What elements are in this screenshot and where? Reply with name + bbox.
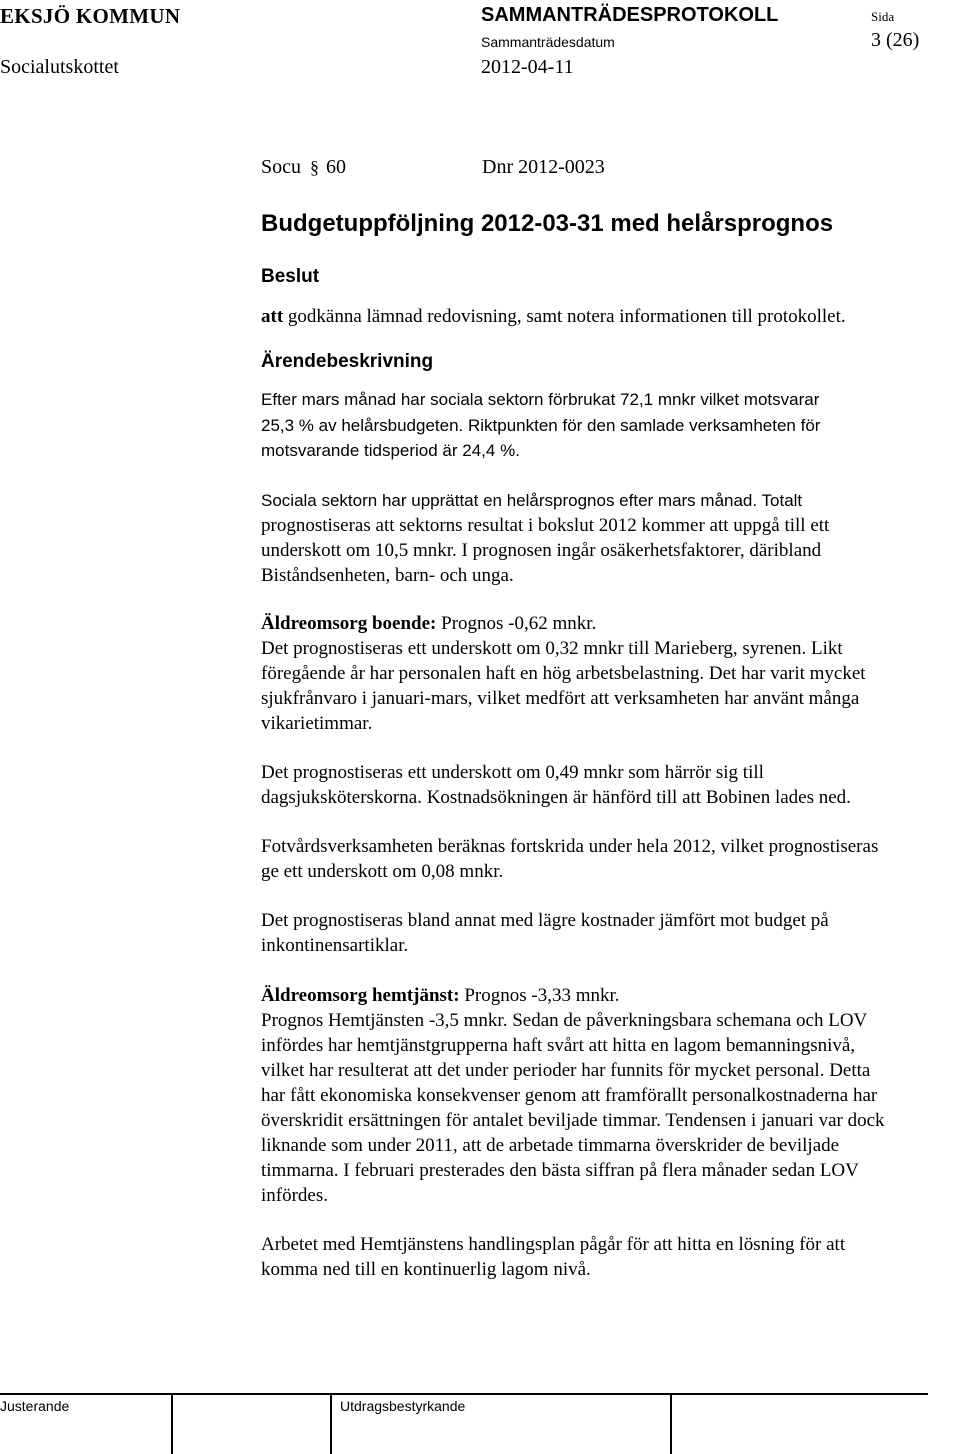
text-line: motsvarande tidsperiod är 24,4 %.	[261, 441, 520, 460]
footer-rule	[0, 1393, 928, 1395]
elderly-care-housing-heading: Äldreomsorg boende: Prognos -0,62 mnkr.	[261, 613, 597, 634]
case-description-heading: Ärendebeskrivning	[261, 351, 434, 372]
footer-justerande-label: Justerande	[0, 1398, 70, 1414]
text-line: timmarna. I februari presterades den bästa siffran på flera månader sedan LOV	[261, 1160, 859, 1181]
department-name: Socialutskottet	[0, 56, 119, 78]
item-reference	[261, 156, 346, 179]
section-sign: §	[310, 157, 319, 177]
text-line: vilket har resulterat att det under perioder har funnits för mycket personal. Detta	[261, 1060, 871, 1081]
decision-text	[261, 304, 846, 329]
item-ref-prefix: Socu	[261, 156, 301, 178]
footer-extract-certifier-label: Utdragsbestyrkande	[340, 1398, 466, 1414]
meeting-date: 2012-04-11	[481, 56, 574, 78]
page-label: Sida	[871, 9, 895, 24]
item-number: 60	[326, 156, 346, 178]
text-line: liknande som under 2011, att de arbetade timmarna överskrider de beviljade	[261, 1135, 840, 1156]
text-line: dagsjuksköterskorna. Kostnadsökningen är hänförd till att Bobinen lades ned.	[261, 787, 851, 808]
text-line: föregående år har personalen haft en hög arbetsbelastning. Det har varit mycket	[261, 663, 866, 684]
footer-signature-divider	[670, 1395, 672, 1454]
text-line: ge ett underskott om 0,08 mnkr.	[261, 861, 504, 882]
text-line: komma ned till en kontinuerlig lagom nivå.	[261, 1259, 591, 1280]
decision-heading: Beslut	[261, 266, 320, 287]
footer-signature-divider	[171, 1395, 173, 1454]
text-line: har fått ekonomiska konsekvenser genom att framförallt personalkostnaderna har	[261, 1085, 878, 1106]
diary-number: Dnr 2012-0023	[482, 156, 605, 178]
forecast-intro	[261, 488, 829, 588]
incontinence-paragraph	[261, 908, 829, 958]
case-description-text	[261, 387, 820, 464]
text-line: Prognos Hemtjänsten -3,5 mnkr. Sedan de påverkningsbara schemana och LOV	[261, 1010, 868, 1031]
text-line: Biståndsenheten, barn- och unga.	[261, 565, 514, 586]
text-line: vikarietimmar.	[261, 713, 373, 734]
day-nurse-paragraph	[261, 760, 851, 810]
text-line: infördes.	[261, 1185, 329, 1206]
home-care-heading: Äldreomsorg hemtjänst: Prognos -3,33 mnkr.	[261, 985, 620, 1006]
text-line: inkontinensartiklar.	[261, 935, 409, 956]
text-line: 25,3 % av helårsbudgeten. Riktpunkten för den samlade verksamheten för	[261, 415, 821, 435]
text-line: Det prognostiseras ett underskott om 0,32 mnkr till Marieberg, syrenen. Likt	[261, 638, 843, 659]
text-line: Arbetet med Hemtjänstens handlingsplan pågår för att hitta en lösning för att	[261, 1234, 846, 1255]
footer-signature-divider	[330, 1395, 332, 1454]
decision-att: att	[261, 306, 284, 327]
text-line: överskridit ersättningen för antalet beviljade timmar. Tendensen i januari var dock	[261, 1110, 885, 1131]
action-plan-paragraph	[261, 1232, 845, 1282]
text-line: prognostiseras att sektorns resultat i bokslut 2012 kommer att uppgå till ett	[261, 515, 830, 536]
text-line: Sociala sektorn har upprättat en helårsprognos efter mars månad. Totalt	[261, 491, 803, 510]
home-care-section	[261, 983, 885, 1208]
municipality-name: EKSJÖ KOMMUN	[0, 4, 181, 28]
text-line: infördes har hemtjänstgrupperna haft svårt att hitta en lagom bemanningsnivå,	[261, 1035, 856, 1056]
document-type: SAMMANTRÄDESPROTOKOLL	[481, 4, 779, 26]
text-line: Det prognostiseras ett underskott om 0,49 mnkr som härrör sig till	[261, 762, 764, 783]
text-line: Det prognostiseras bland annat med lägre kostnader jämfört mot budget på	[261, 910, 829, 931]
page-title: Budgetuppföljning 2012-03-31 med helårsprognos	[261, 210, 834, 237]
page-number: 3 (26)	[871, 29, 920, 51]
text-line: sjukfrånvaro i januari-mars, vilket medfört att verksamheten har använt många	[261, 688, 860, 709]
foot-care-paragraph	[261, 834, 878, 884]
text-line: Fotvårdsverksamheten beräknas fortskrida under hela 2012, vilket prognostiseras	[261, 836, 879, 857]
elderly-care-housing-section	[261, 611, 866, 736]
text-line: underskott om 10,5 mnkr. I prognosen ingår osäkerhetsfaktorer, däribland	[261, 540, 822, 561]
decision-body: godkänna lämnad redovisning, samt notera informationen till protokollet.	[283, 306, 846, 327]
meeting-date-label: Sammanträdesdatum	[481, 34, 615, 50]
text-line: Efter mars månad har sociala sektorn förbrukat 72,1 mnkr vilket motsvarar	[261, 390, 820, 409]
